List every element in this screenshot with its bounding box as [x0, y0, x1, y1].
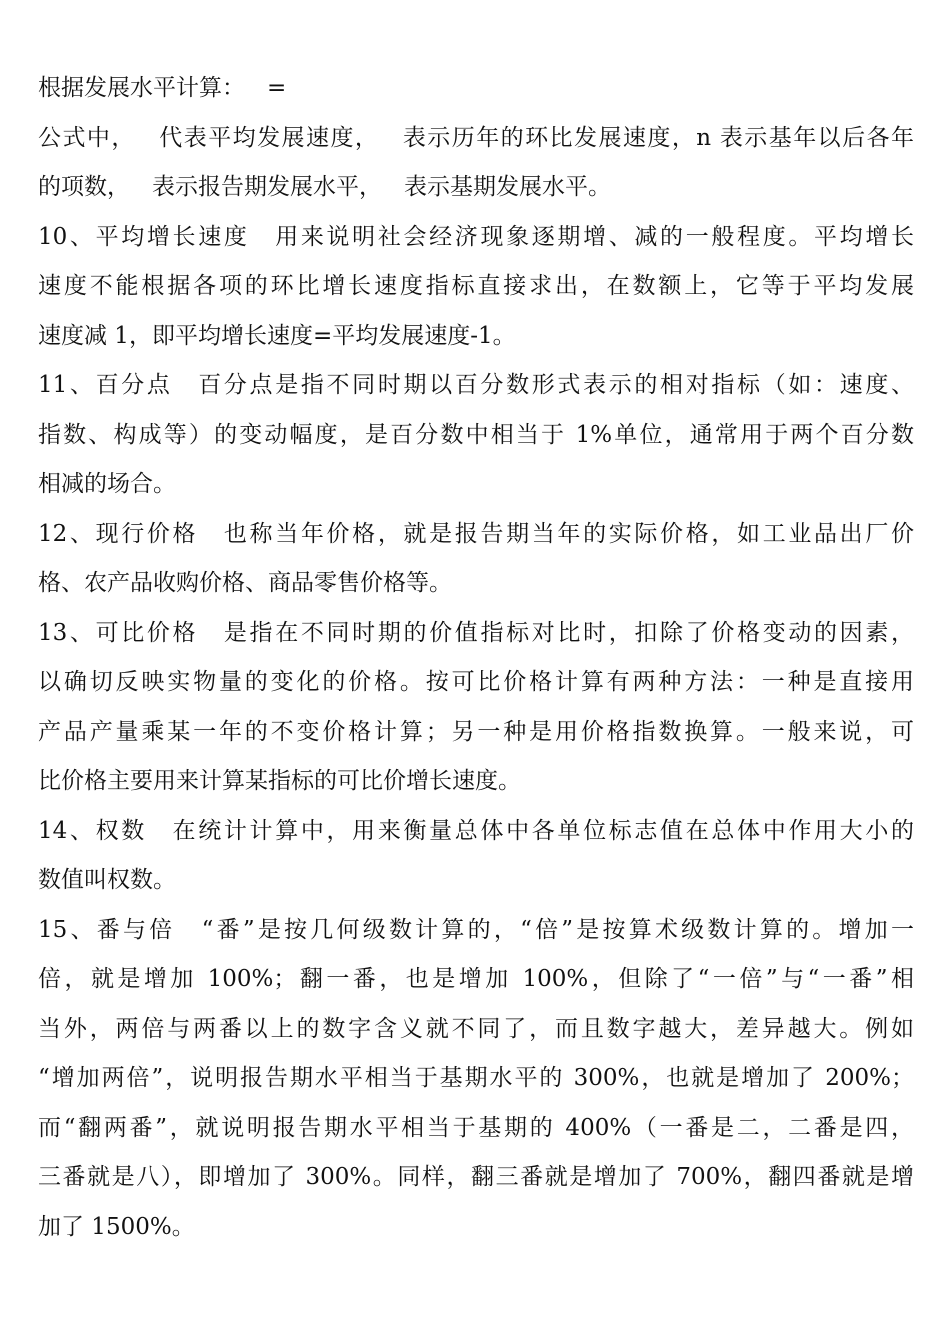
section-15: [38, 910, 914, 1257]
legend-text: 表示历年的环比发展速度，n 表示基年以后各年: [401, 124, 914, 151]
paragraph-line: 11、百分点 百分点是指不同时期以百分数形式表示的相对指标（如：速度、: [38, 372, 914, 398]
paragraph-line: 相减的场合。: [38, 471, 176, 497]
paragraph-line: 速度不能根据各项的环比增长速度指标直接求出，在数额上，它等于平均发展: [38, 273, 914, 299]
document-page: [38, 68, 914, 1256]
paragraph-line: 当外，两倍与两番以上的数字含义就不同了，而且数字越大，差异越大。例如: [38, 1015, 914, 1042]
paragraph-line: 而“翻两番”，就说明报告期水平相当于基期的 400%（一番是二，二番是四，: [38, 1114, 914, 1141]
legend-text: 表示报告期发展水平，: [152, 174, 382, 200]
formula-label: 根据发展水平计算：: [38, 75, 245, 101]
paragraph-line: 比价格主要用来计算某指标的可比价增长速度。: [38, 768, 521, 794]
paragraph-line: 数值叫权数。: [38, 867, 176, 893]
paragraph-line: 10、平均增长速度 用来说明社会经济现象逐期增、减的一般程度。平均增长: [38, 223, 914, 250]
paragraph-line: “增加两倍”，说明报告期水平相当于基期水平的 300%，也就是增加了 200%；: [38, 1065, 914, 1091]
legend-text: 的项数，: [38, 174, 130, 200]
paragraph-line: 格、农产品收购价格、商品零售价格等。: [38, 570, 452, 596]
paragraph-line: 13、可比价格 是指在不同时期的价值指标对比时，扣除了价格变动的因素，: [38, 619, 914, 646]
paragraph-line: 倍，就是增加 100%；翻一番，也是增加 100%，但除了“一倍”与“一番”相: [38, 966, 914, 992]
paragraph-line: 加了 1500%。: [38, 1213, 195, 1240]
legend-text: 表示基期发展水平。: [404, 174, 611, 200]
paragraph-line: 以确切反映实物量的变化的价格。按可比价格计算有两种方法：一种是直接用: [38, 669, 914, 695]
section-10: [38, 217, 914, 366]
paragraph-line: 三番就是八），即增加了 300%。同样，翻三番就是增加了 700%，翻四番就是增: [38, 1164, 914, 1190]
section-11: [38, 365, 914, 514]
formula-legend-line-2: [38, 167, 914, 217]
section-13: [38, 613, 914, 811]
paragraph-line: 速度减 1，即平均增长速度=平均发展速度-1。: [38, 322, 516, 349]
paragraph-line: 12、现行价格 也称当年价格，就是报告期当年的实际价格，如工业品出厂价: [38, 520, 914, 547]
formula-line: [38, 68, 914, 118]
paragraph-line: 指数、构成等）的变动幅度，是百分数中相当于 1%单位，通常用于两个百分数: [38, 421, 914, 448]
formula-legend-line-1: [38, 118, 914, 168]
section-14: [38, 811, 914, 910]
paragraph-line: 产品产量乘某一年的不变价格计算；另一种是用价格指数换算。一般来说，可: [38, 718, 914, 745]
paragraph-line: 14、权数 在统计计算中，用来衡量总体中各单位标志值在总体中作用大小的: [38, 817, 914, 844]
section-12: [38, 514, 914, 613]
legend-text: 代表平均发展速度，: [157, 124, 380, 151]
formula-equals: =: [267, 75, 287, 101]
paragraph-line: 15、番与倍 “番”是按几何级数计算的，“倍”是按算术级数计算的。增加一: [38, 916, 914, 943]
legend-text: 公式中，: [38, 124, 136, 151]
